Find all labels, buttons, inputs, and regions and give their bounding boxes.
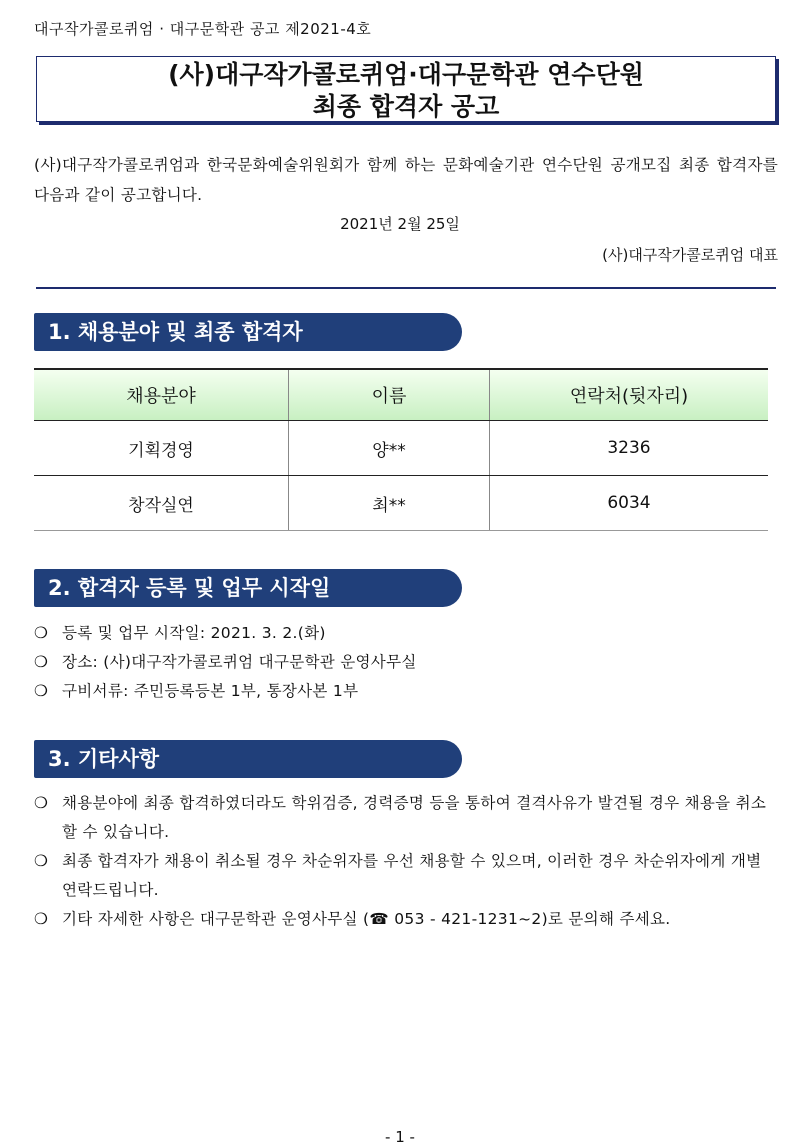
section2-list: [34, 619, 778, 706]
col-header-name: 이름: [289, 369, 490, 421]
intro: [34, 150, 778, 210]
page-title: (사)대구작가콜로퀴엄·대구문학관 연수단원: [168, 60, 644, 89]
circle-bullet-icon: ❍: [34, 624, 49, 642]
page-subtitle: 최종 합격자 공고: [312, 92, 500, 121]
cell-contact: 3236: [490, 421, 769, 476]
recruit-table: [34, 368, 768, 531]
list-item: ❍ 등록 및 업무 시작일: 2021. 3. 2.(화): [34, 619, 778, 648]
table-row: [34, 476, 768, 531]
section1-heading: 1. 채용분야 및 최종 합격자: [34, 313, 462, 351]
list-item: ❍ 구비서류: 주민등록등본 1부, 통장사본 1부: [34, 677, 778, 706]
cell-field: 창작실연: [34, 476, 289, 531]
issuer: (사)대구작가콜로퀴엄 대표: [602, 246, 778, 264]
section2-heading: 2. 합격자 등록 및 업무 시작일: [34, 569, 462, 607]
circle-bullet-icon: ❍: [34, 852, 49, 870]
list-item: ❍ 장소: (사)대구작가콜로퀴엄 대구문학관 운영사무실: [34, 648, 778, 677]
divider: [36, 287, 776, 289]
col-header-contact: 연락처(뒷자리): [490, 369, 769, 421]
table-row: [34, 421, 768, 476]
section3-list: [34, 789, 778, 934]
page-number: - 1 -: [385, 1128, 415, 1146]
cell-field: 기획경영: [34, 421, 289, 476]
list-item: ❍ 최종 합격자가 채용이 취소될 경우 차순위자를 우선 채용할 수 있으며, 이러한 경우 차순위자에게 개별 연락드립니다.: [34, 847, 778, 905]
circle-bullet-icon: ❍: [34, 794, 49, 812]
list-item: ❍ 채용분야에 최종 합격하였더라도 학위검증, 경력증명 등을 통하여 결격사유가 발견될 경우 채용을 취소할 수 있습니다.: [34, 789, 778, 847]
circle-bullet-icon: ❍: [34, 682, 49, 700]
list-item: ❍ 기타 자세한 사항은 대구문학관 운영사무실 (☎ 053 - 421-1231~2)로 문의해 주세요.: [34, 905, 778, 934]
announcement-date: 2021년 2월 25일: [340, 215, 460, 233]
intro-text: (사)대구작가콜로퀴엄과 한국문화예술위원회가 함께 하는 문화예술기관 연수단원 공개모집 최종 합격자를 다음과 같이 공고합니다.: [34, 156, 778, 204]
circle-bullet-icon: ❍: [34, 910, 49, 928]
title-box: [36, 56, 776, 122]
section3-heading: 3. 기타사항: [34, 740, 462, 778]
circle-bullet-icon: ❍: [34, 653, 49, 671]
table-header-row: [34, 369, 768, 421]
phone-number: 053 - 421-1231~2: [394, 910, 542, 928]
cell-name: 양**: [289, 421, 490, 476]
notice-number: 대구작가콜로퀴엄 · 대구문학관 공고 제2021-4호: [34, 20, 372, 38]
phone-icon: ☎: [369, 910, 395, 928]
cell-contact: 6034: [490, 476, 769, 531]
col-header-field: 채용분야: [34, 369, 289, 421]
cell-name: 최**: [289, 476, 490, 531]
